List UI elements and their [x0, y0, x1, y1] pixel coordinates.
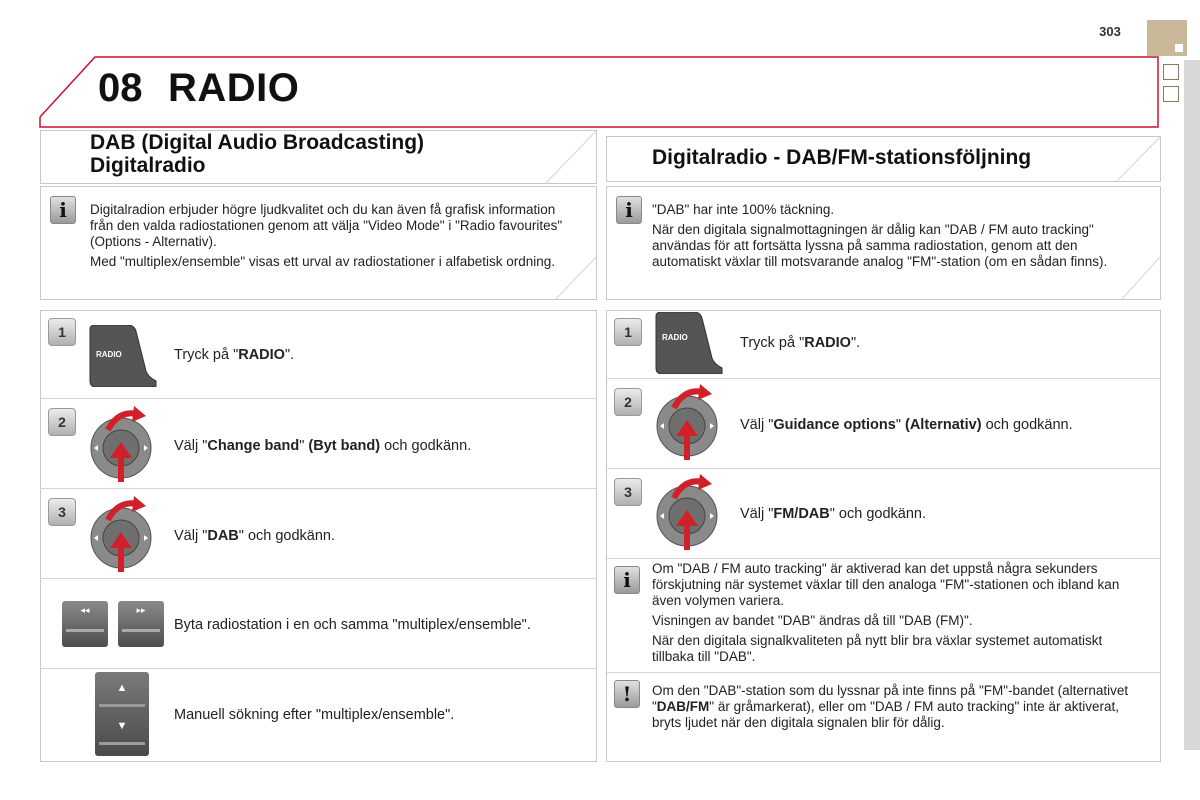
- text-part: " är gråmarkerat), eller om "DAB / FM auto tracking" inte är aktiverat, bryts ljudet när den digitala signalen blir för dålig.: [652, 699, 1120, 730]
- left-step-2-text: [174, 438, 471, 454]
- seek-forward-button[interactable]: [118, 601, 164, 647]
- text-part: Tryck på ": [174, 347, 239, 363]
- text-part: Välj ": [740, 417, 774, 433]
- chapter-number: 08: [98, 66, 143, 110]
- seek-back-icon: ◂◂: [80, 605, 90, 615]
- rotary-dial-icon[interactable]: [654, 382, 724, 466]
- step-1-badge: 1: [614, 318, 642, 346]
- row-divider: [606, 672, 1161, 673]
- left-step-1-text: [174, 347, 294, 363]
- text-part: ": [299, 438, 309, 454]
- row-divider: [40, 578, 597, 579]
- button-stripe: [99, 742, 145, 745]
- text-bold: DAB: [207, 528, 239, 544]
- note-p1: Om "DAB / FM auto tracking" är aktiverad kan det uppstå några sekunders förskjutning när systemet växlar till den analoga "FM"-stationen och ibland kan även volymen variera.: [652, 561, 1120, 608]
- note-p3: När den digitala signalkvaliteten på nytt blir bra växlar systemet automatiskt tillbaka till "DAB".: [652, 633, 1103, 664]
- up-arrow-icon[interactable]: ▲: [116, 682, 128, 694]
- warning-icon: !: [614, 680, 640, 708]
- row-divider: [40, 488, 597, 489]
- radio-button-label: RADIO: [662, 333, 688, 342]
- text-part: ": [895, 417, 905, 433]
- left-heading-line1: DAB (Digital Audio Broadcasting): [90, 131, 425, 154]
- sidebar-strip: [1184, 60, 1200, 750]
- right-heading: Digitalradio - DAB/FM-stationsföljning: [652, 146, 1032, 169]
- left-row5-text: Manuell sökning efter "multiplex/ensemble".: [174, 707, 455, 723]
- rotary-dial-icon[interactable]: [654, 472, 724, 556]
- text-part: och godkänn.: [981, 417, 1073, 433]
- page-number: 303: [1099, 24, 1121, 39]
- right-note-info: [652, 561, 1142, 669]
- step-2-badge: 2: [614, 388, 642, 416]
- step-3-badge: 3: [48, 498, 76, 526]
- text-bold: RADIO: [238, 347, 285, 363]
- right-step-2-text: [740, 417, 1073, 433]
- row-divider: [40, 668, 597, 669]
- right-info-p1: "DAB" har inte 100% täckning.: [652, 202, 835, 217]
- diagonal-decor: [1087, 137, 1160, 181]
- row-divider: [40, 398, 597, 399]
- note-p2: Visningen av bandet "DAB" ändras då till "DAB (FM)".: [652, 613, 973, 628]
- text-bold: (Byt band): [308, 438, 381, 454]
- left-info-p1: Digitalradion erbjuder högre ljudkvalitet och du kan även få grafisk information från den valda radiostationen genom att välja "Video Mode" i "Radio favourites"(Options - Alternativ).: [90, 202, 563, 249]
- left-info-p2: Med "multiplex/ensemble" visas ett urval av radiostationer i alfabetisk ordning.: [90, 254, 556, 269]
- seek-forward-icon: ▸▸: [136, 605, 146, 615]
- button-stripe: [66, 629, 104, 632]
- info-icon: i: [50, 196, 76, 224]
- right-warning-text: [652, 683, 1132, 735]
- row-divider: [606, 468, 1161, 469]
- radio-button-icon[interactable]: [654, 312, 724, 374]
- text-bold: Change band: [207, 438, 300, 454]
- text-part: ".: [284, 347, 295, 363]
- down-arrow-icon[interactable]: ▼: [116, 720, 128, 732]
- right-step-1-text: [740, 335, 860, 351]
- text-bold: DAB/FM: [656, 699, 710, 714]
- text-bold: Guidance options: [773, 417, 896, 433]
- rotary-dial-icon[interactable]: [88, 494, 158, 578]
- button-stripe: [122, 629, 160, 632]
- button-stripe: [99, 704, 145, 707]
- text-bold: RADIO: [804, 335, 851, 351]
- step-3-badge: 3: [614, 478, 642, 506]
- info-icon: i: [616, 196, 642, 224]
- seek-back-button[interactable]: [62, 601, 108, 647]
- text-part: Om den "DAB"-station som du lyssnar på inte finns på "FM"-bandet (alternativet ": [652, 683, 1129, 714]
- right-info-text: [652, 202, 1132, 274]
- text-part: Välj ": [174, 528, 208, 544]
- chapter-title: RADIO: [168, 66, 300, 110]
- left-row4-text: Byta radiostation i en och samma "multiplex/ensemble".: [174, 617, 531, 633]
- text-part: " och godkänn.: [238, 528, 336, 544]
- text-bold: (Alternativ): [905, 417, 982, 433]
- rotary-dial-icon[interactable]: [88, 404, 158, 488]
- text-part: " och godkänn.: [829, 506, 926, 522]
- left-info-text: [90, 202, 570, 274]
- right-step-3-text: [740, 506, 926, 522]
- step-2-badge: 2: [48, 408, 76, 436]
- left-step-3-text: [174, 528, 335, 544]
- text-part: Välj ": [740, 506, 774, 522]
- row-divider: [606, 378, 1161, 379]
- text-part: ".: [850, 335, 861, 351]
- text-part: Tryck på ": [740, 335, 805, 351]
- step-1-badge: 1: [48, 318, 76, 346]
- up-down-buttons[interactable]: [95, 672, 149, 756]
- right-info-p2: När den digitala signalmottagningen är dålig kan "DAB / FM auto tracking" användas för att fortsätta lyssna på samma radiostation, genom att den automatiskt växlar till motsvarande analog "FM"-station (om en sådan finns).: [652, 222, 1108, 269]
- radio-button-label: RADIO: [96, 350, 122, 359]
- radio-button-icon[interactable]: [88, 325, 158, 387]
- text-bold: FM/DAB: [773, 506, 830, 522]
- text-part: och godkänn.: [380, 438, 472, 454]
- info-icon: i: [614, 566, 640, 594]
- diagonal-decor: [521, 131, 596, 183]
- row-divider: [606, 558, 1161, 559]
- left-heading-line2: Digitalradio: [90, 154, 206, 177]
- text-part: Välj ": [174, 438, 208, 454]
